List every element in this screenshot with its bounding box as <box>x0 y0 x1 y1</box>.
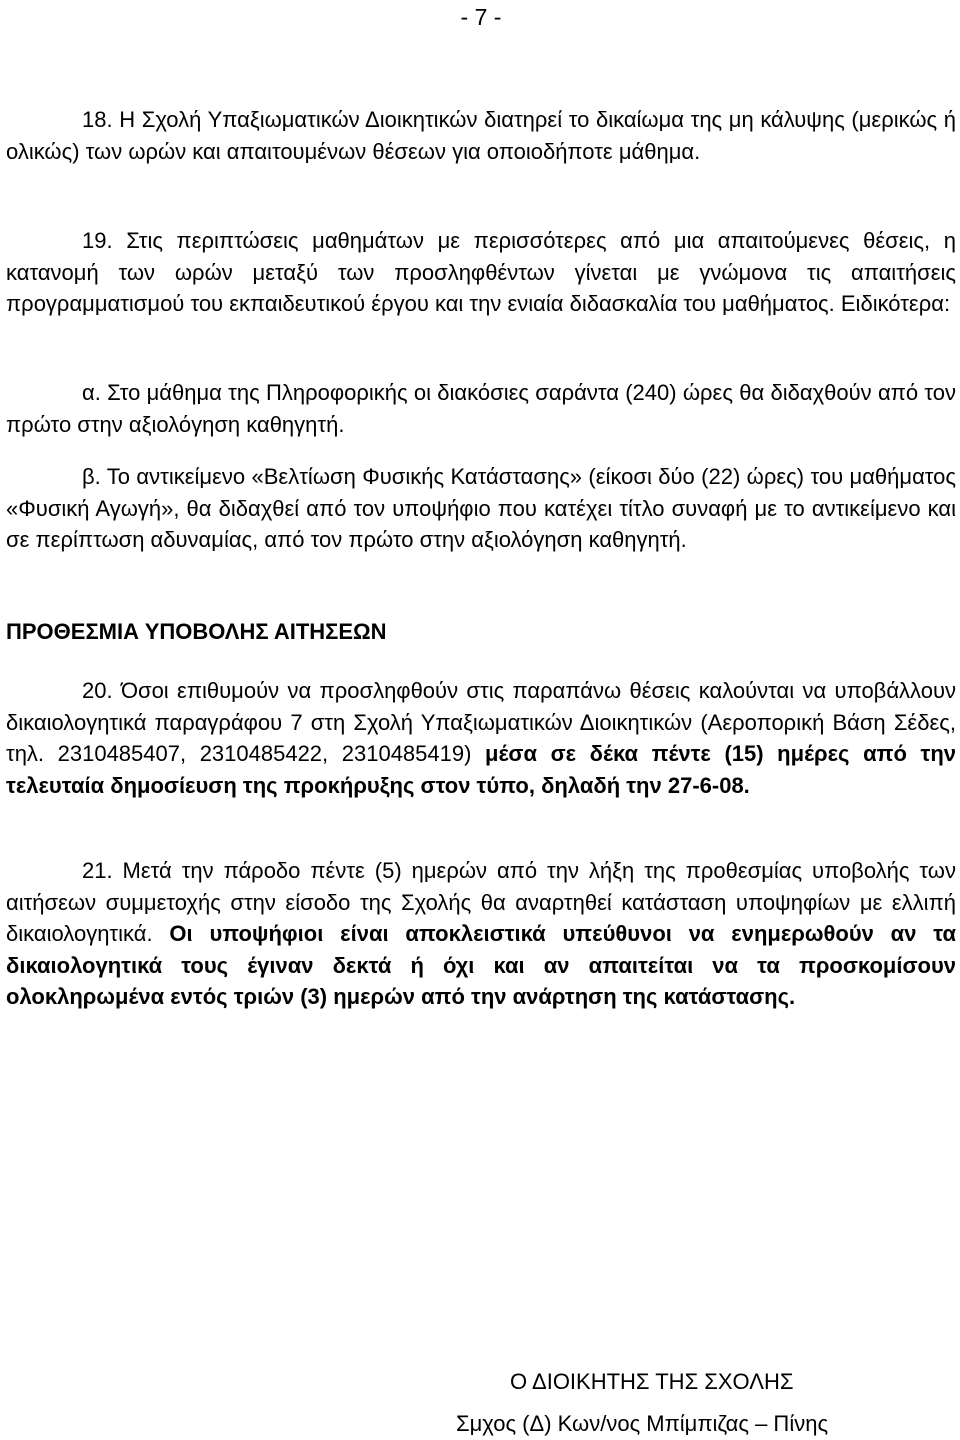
paragraph-21 <box>6 855 956 1013</box>
paragraph-20-number: 20. <box>82 678 113 703</box>
paragraph-20-text: Όσοι επιθυμούν να προσληφθούν στις παραπάνω θέσεις καλούνται να υποβάλλουν δικαιολογητικά παραγράφου 7 στη Σχολή Υπαξιωματικών Διοικητικών (Αεροπορική Βάση Σέδες, τηλ. 2310485407, 2310485422, 2310485419) <box>6 678 956 766</box>
paragraph-18-number: 18. <box>82 107 113 132</box>
paragraph-19a-label: α. <box>82 380 101 405</box>
paragraph-20-bold-text: μέσα σε δέκα πέντε (15) ημέρες από την τελευταία δημοσίευση της προκήρυξης στον τύπο, δηλαδή την 27-6-08. <box>6 741 956 798</box>
page-number: - 7 - <box>460 4 502 30</box>
paragraph-19a <box>6 377 956 440</box>
paragraph-19-text: Στις περιπτώσεις μαθημάτων με περισσότερες από μια απαιτούμενες θέσεις, η κατανομή των ωρών μεταξύ των προσληφθέντων γίνεται με γνώμονα τις απαιτήσεις προγραμματισμού του εκπαιδευτικού έργου και την ενιαία διδασκαλία του μαθήματος. Ειδικότερα: <box>6 228 956 316</box>
paragraph-18 <box>6 104 956 167</box>
paragraph-20 <box>6 675 956 801</box>
paragraph-19-number: 19. <box>82 228 113 253</box>
signature-title: Ο ΔΙΟΙΚΗΤΗΣ ΤΗΣ ΣΧΟΛΗΣ <box>510 1369 794 1394</box>
signature-name: Σμχος (Δ) Κων/νος Μπίμπιζας – Πίνης <box>456 1411 829 1436</box>
paragraph-21-bold-text: Οι υποψήφιοι είναι αποκλειστικά υπεύθυνοι να ενημερωθούν αν τα δικαιολογητικά τους έγιναν δεκτά ή όχι και αν απαιτείται να τα προσκομίσουν ολοκληρωμένα εντός τριών (3) ημερών από την ανάρτηση της κατάστασης. <box>6 921 956 1009</box>
paragraph-19b <box>6 461 956 556</box>
paragraph-19 <box>6 225 956 320</box>
paragraph-18-text: Η Σχολή Υπαξιωματικών Διοικητικών διατηρεί το δικαίωμα της μη κάλυψης (μερικώς ή ολικώς) των ωρών και απαιτουμένων θέσεων για οποιοδήποτε μάθημα. <box>6 107 957 164</box>
paragraph-21-text: Μετά την πάροδο πέντε (5) ημερών από την λήξη της προθεσμίας υποβολής των αιτήσεων συμμετοχής στην είσοδο της Σχολής θα αναρτηθεί κατάσταση υποψηφίων με ελλιπή δικαιολογητικά. <box>6 858 956 946</box>
paragraph-19b-text: Το αντικείμενο «Βελτίωση Φυσικής Κατάστασης» (είκοσι δύο (22) ώρες) του μαθήματος «Φυσική Αγωγή», θα διδαχθεί από τον υποψήφιο που κατέχει τίτλο συναφή με το αντικείμενο και σε περίπτωση αδυναμίας, από τον πρώτο στην αξιολόγηση καθηγητή. <box>6 464 957 552</box>
paragraph-19b-label: β. <box>82 464 101 489</box>
document-page <box>6 0 956 1440</box>
section-heading: ΠΡΟΘΕΣΜΙΑ ΥΠΟΒΟΛΗΣ ΑΙΤΗΣΕΩΝ <box>6 619 387 644</box>
paragraph-19a-text: Στο μάθημα της Πληροφορικής οι διακόσιες σαράντα (240) ώρες θα διδαχθούν από τον πρώτο στην αξιολόγηση καθηγητή. <box>6 380 956 437</box>
paragraph-21-number: 21. <box>82 858 113 883</box>
